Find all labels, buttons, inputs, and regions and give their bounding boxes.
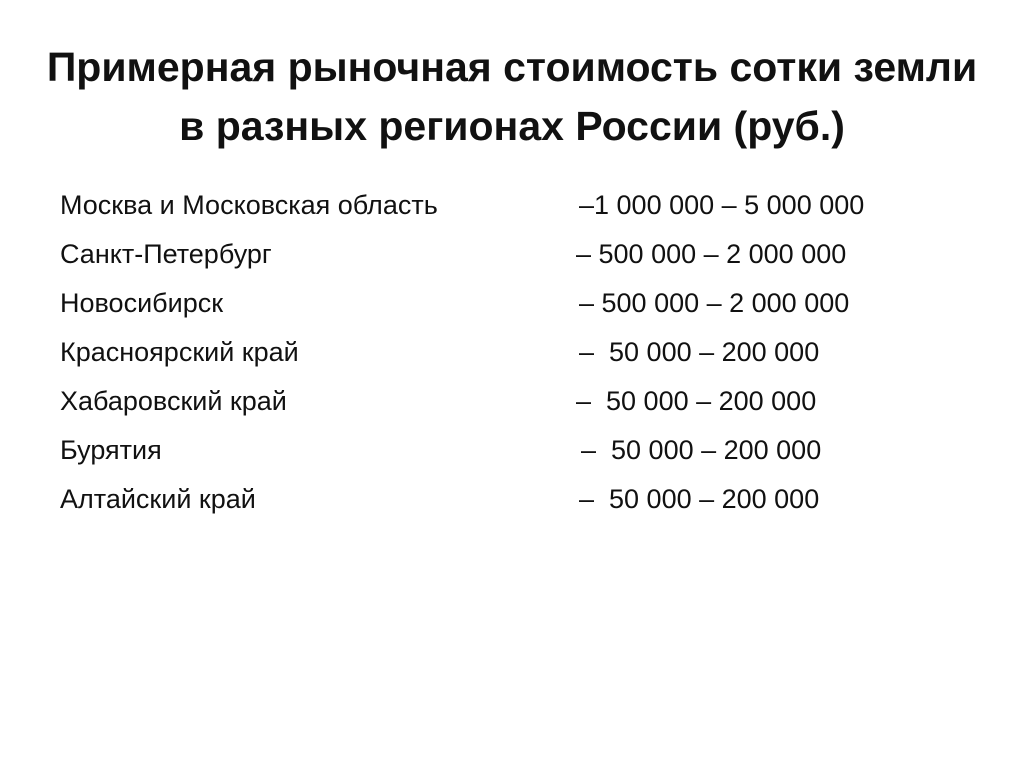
region-name: Санкт-Петербург [60, 239, 272, 269]
region-name: Бурятия [60, 435, 162, 465]
list-item [60, 184, 980, 233]
region-name: Хабаровский край [60, 386, 287, 416]
list-item [60, 233, 980, 282]
price-range: – 50 000 – 200 000 [579, 484, 820, 514]
region-name: Новосибирск [60, 288, 224, 318]
price-range: – 50 000 – 200 000 [579, 337, 820, 367]
price-range: – 50 000 – 200 000 [576, 386, 817, 416]
list-item [60, 331, 980, 380]
price-list [60, 184, 980, 527]
price-range: – 500 000 – 2 000 000 [576, 239, 847, 269]
price-range: – 500 000 – 2 000 000 [579, 288, 850, 318]
price-range: –1 000 000 – 5 000 000 [579, 190, 865, 220]
region-name: Алтайский край [60, 484, 256, 514]
list-item [60, 478, 980, 527]
region-name: Красноярский край [60, 337, 299, 367]
list-item [60, 282, 980, 331]
list-item [60, 380, 980, 429]
region-name: Москва и Московская область [60, 190, 438, 220]
price-range: – 50 000 – 200 000 [581, 435, 822, 465]
slide-title: Примерная рыночная стоимость сотки земли в разных регионах России (руб.) [46, 44, 978, 149]
list-item [60, 429, 980, 478]
